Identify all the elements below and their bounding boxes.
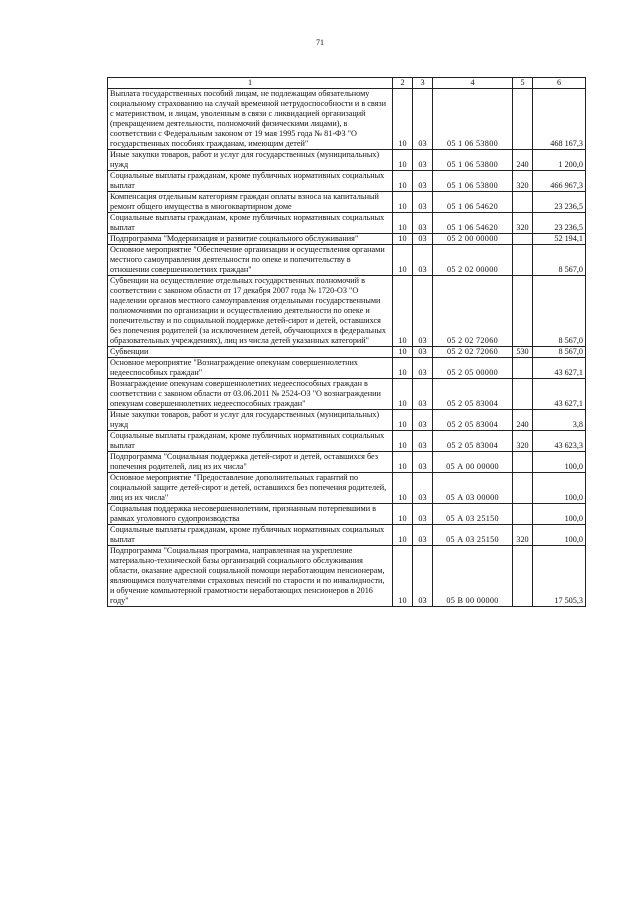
row-name: [108, 431, 393, 452]
row-amount-text: 468 167,3: [550, 139, 583, 148]
row-section-text: 10: [398, 160, 407, 169]
row-section-text: 10: [398, 234, 407, 243]
row-subsection-text: 03: [418, 368, 427, 377]
column-header: 1: [108, 78, 393, 89]
row-name-text: Иные закупки товаров, работ и услуг для государственных (муниципальных) нужд: [110, 410, 380, 429]
row-section-text: 10: [398, 368, 407, 377]
row-section-text: 10: [398, 223, 407, 232]
row-expense-type: [513, 431, 533, 452]
row-name-text: Подпрограмма "Социальная поддержка детей-сирот и детей, оставшихся без попечения родителей, лиц из их числа": [110, 452, 378, 471]
row-subsection: [413, 276, 433, 347]
row-amount-text: 466 967,3: [550, 181, 583, 190]
row-name: [108, 525, 393, 546]
row-subsection-text: 03: [418, 596, 427, 605]
row-subsection: [413, 245, 433, 276]
row-name: [108, 504, 393, 525]
row-section-text: 10: [398, 347, 407, 356]
row-section-text: 10: [398, 420, 407, 429]
row-name: [108, 245, 393, 276]
row-expense-type-text: 320: [516, 441, 529, 450]
row-expense-type: [513, 546, 533, 607]
row-section-text: 10: [398, 202, 407, 211]
table-header-row: [108, 78, 586, 89]
row-name: [108, 171, 393, 192]
row-section-text: 10: [398, 336, 407, 345]
row-name-text: Основное мероприятие "Обеспечение организации и осуществления органами местного самоуправления деятельности по опеке и попечительству в отношении совершеннолетних граждан": [110, 245, 385, 274]
row-section: [393, 473, 413, 504]
table-row: [108, 234, 586, 245]
row-program-code-text: 05 2 00 00000: [447, 234, 498, 243]
row-expense-type: [513, 473, 533, 504]
row-expense-type: [513, 245, 533, 276]
row-section-text: 10: [398, 493, 407, 502]
row-program-code: [433, 276, 513, 347]
row-subsection-text: 03: [418, 420, 427, 429]
row-expense-type-text: 320: [516, 535, 529, 544]
row-section: [393, 276, 413, 347]
row-amount: [533, 213, 586, 234]
row-expense-type-text: 530: [516, 347, 529, 356]
row-expense-type: [513, 525, 533, 546]
row-expense-type: [513, 234, 533, 245]
table-row: [108, 89, 586, 150]
table-row: [108, 546, 586, 607]
row-section: [393, 192, 413, 213]
row-program-code: [433, 431, 513, 452]
row-name: [108, 358, 393, 379]
row-program-code-text: 05 1 06 54620: [447, 202, 498, 211]
row-name-text: Выплата государственных пособий лицам, не подлежащим обязательному социальному страхованию на случай временной нетрудоспособности и в связи с материнством, и лицам, уволенным в связи с ликвидацией организаций (прекращением деятельности, полномочий физическими лицами), в соответствии с Федеральным законом от 19 мая 1995 года № 81-ФЗ "О государственных пособиях гражданам, имеющим детей": [110, 89, 387, 148]
row-name-text: Социальная поддержка несовершеннолетним, признанным потерпевшими в рамках уголовного судопроизводства: [110, 504, 376, 523]
table-row: [108, 192, 586, 213]
row-subsection-text: 03: [418, 347, 427, 356]
row-program-code: [433, 546, 513, 607]
row-amount: [533, 245, 586, 276]
row-amount: [533, 504, 586, 525]
table-row: [108, 525, 586, 546]
row-amount-text: 43 627,1: [554, 368, 583, 377]
row-amount-text: 100,0: [564, 462, 583, 471]
row-subsection-text: 03: [418, 441, 427, 450]
row-program-code: [433, 192, 513, 213]
row-section-text: 10: [398, 535, 407, 544]
row-expense-type: [513, 150, 533, 171]
table-row: [108, 347, 586, 358]
row-name-text: Субвенции: [110, 347, 149, 356]
row-subsection: [413, 89, 433, 150]
row-section: [393, 431, 413, 452]
row-amount: [533, 452, 586, 473]
table-row: [108, 452, 586, 473]
row-program-code: [433, 245, 513, 276]
row-amount-text: 43 623,3: [554, 441, 583, 450]
row-name: [108, 379, 393, 410]
row-program-code: [433, 347, 513, 358]
row-subsection-text: 03: [418, 462, 427, 471]
row-subsection: [413, 473, 433, 504]
row-subsection: [413, 234, 433, 245]
row-program-code: [433, 150, 513, 171]
row-subsection: [413, 150, 433, 171]
row-amount-text: 8 567,0: [558, 336, 583, 345]
table-row: [108, 473, 586, 504]
row-program-code-text: 05 1 06 53800: [447, 160, 498, 169]
table-row: [108, 171, 586, 192]
row-amount: [533, 379, 586, 410]
row-subsection-text: 03: [418, 181, 427, 190]
row-name: [108, 150, 393, 171]
budget-table: [107, 77, 586, 607]
row-expense-type-text: 320: [516, 223, 529, 232]
row-expense-type-text: 240: [516, 420, 529, 429]
row-expense-type: [513, 452, 533, 473]
column-header: 6: [533, 78, 586, 89]
row-program-code: [433, 379, 513, 410]
row-section-text: 10: [398, 441, 407, 450]
row-expense-type: [513, 379, 533, 410]
row-name: [108, 452, 393, 473]
column-header: 4: [433, 78, 513, 89]
row-amount: [533, 358, 586, 379]
row-amount-text: 100,0: [564, 535, 583, 544]
row-amount-text: 8 567,0: [558, 265, 583, 274]
row-amount: [533, 171, 586, 192]
row-subsection: [413, 192, 433, 213]
row-name-text: Субвенции на осуществление отдельных государственных полномочий в соответствии с законом области от 17 декабря 2007 года № 1720-ОЗ "О наделении органов местного самоуправления отдельными государственными полномочиями по организации и осуществлению деятельности по опеке и попечительству и по социальной поддержке детей-сирот и детей, оставшихся без попечения родителей (за исключением детей, обучающихся в федеральных образовательных учреждениях), лиц из числа детей указанных категорий": [110, 276, 386, 345]
row-amount: [533, 431, 586, 452]
row-program-code: [433, 452, 513, 473]
row-name-text: Компенсация отдельным категориям граждан оплаты взноса на капитальный ремонт общего имущества в многоквартирном доме: [110, 192, 379, 211]
row-program-code: [433, 473, 513, 504]
row-subsection: [413, 347, 433, 358]
row-section-text: 10: [398, 514, 407, 523]
row-section-text: 10: [398, 265, 407, 274]
row-subsection: [413, 379, 433, 410]
row-section: [393, 358, 413, 379]
row-program-code: [433, 504, 513, 525]
row-name: [108, 347, 393, 358]
row-name: [108, 410, 393, 431]
row-amount: [533, 473, 586, 504]
row-program-code: [433, 213, 513, 234]
row-section-text: 10: [398, 462, 407, 471]
row-expense-type: [513, 89, 533, 150]
row-amount: [533, 192, 586, 213]
row-section-text: 10: [398, 596, 407, 605]
row-amount-text: 17 505,3: [554, 596, 583, 605]
row-program-code: [433, 171, 513, 192]
row-name: [108, 89, 393, 150]
row-section: [393, 379, 413, 410]
row-program-code-text: 05 А 03 25150: [446, 535, 499, 544]
row-name: [108, 276, 393, 347]
row-program-code-text: 05 2 05 83004: [447, 420, 498, 429]
row-expense-type: [513, 192, 533, 213]
row-name: [108, 546, 393, 607]
row-program-code: [433, 89, 513, 150]
row-name-text: Подпрограмма "Модернизация и развитие социального обслуживания": [110, 234, 359, 243]
row-amount-text: 52 194,1: [554, 234, 583, 243]
row-name: [108, 213, 393, 234]
page-number: 71: [316, 38, 324, 47]
row-expense-type-text: 240: [516, 160, 529, 169]
row-name: [108, 473, 393, 504]
row-subsection: [413, 525, 433, 546]
row-section-text: 10: [398, 181, 407, 190]
row-subsection-text: 03: [418, 160, 427, 169]
row-amount-text: 3,8: [572, 420, 583, 429]
table-row: [108, 245, 586, 276]
row-name-text: Основное мероприятие "Предоставление дополнительных гарантий по социальной защите детей-сирот и детей, оставшихся без попечения родителей, лиц из их числа": [110, 473, 387, 502]
row-program-code-text: 05 А 03 25150: [446, 514, 499, 523]
table-row: [108, 358, 586, 379]
row-amount-text: 1 200,0: [558, 160, 583, 169]
row-expense-type: [513, 358, 533, 379]
row-amount: [533, 546, 586, 607]
row-expense-type-text: 320: [516, 181, 529, 190]
row-program-code: [433, 358, 513, 379]
row-subsection-text: 03: [418, 535, 427, 544]
row-subsection-text: 03: [418, 234, 427, 243]
row-amount-text: 8 567,0: [558, 347, 583, 356]
row-subsection: [413, 213, 433, 234]
row-section-text: 10: [398, 399, 407, 408]
row-program-code-text: 05 В 00 00000: [446, 596, 499, 605]
row-program-code-text: 05 1 06 53800: [447, 139, 498, 148]
row-name-text: Социальные выплаты гражданам, кроме публичных нормативных социальных выплат: [110, 213, 385, 232]
row-amount: [533, 410, 586, 431]
row-section: [393, 150, 413, 171]
row-subsection: [413, 504, 433, 525]
row-amount: [533, 234, 586, 245]
row-program-code: [433, 234, 513, 245]
row-name: [108, 234, 393, 245]
column-header: 5: [513, 78, 533, 89]
table-row: [108, 504, 586, 525]
row-expense-type: [513, 276, 533, 347]
row-name-text: Вознаграждение опекунам совершеннолетних недееспособных граждан в соответствии с законом области от 03.06.2011 № 2524-ОЗ "О вознаграждении опекунам совершеннолетних недееспособных граждан": [110, 379, 381, 408]
row-expense-type: [513, 410, 533, 431]
row-program-code-text: 05 2 02 00000: [447, 265, 498, 274]
row-section: [393, 213, 413, 234]
row-name-text: Социальные выплаты гражданам, кроме публичных нормативных социальных выплат: [110, 171, 385, 190]
row-subsection: [413, 410, 433, 431]
table-row: [108, 150, 586, 171]
row-subsection-text: 03: [418, 399, 427, 408]
row-name-text: Иные закупки товаров, работ и услуг для государственных (муниципальных) нужд: [110, 150, 380, 169]
table-row: [108, 213, 586, 234]
row-section: [393, 504, 413, 525]
row-program-code-text: 05 2 02 72060: [447, 336, 498, 345]
row-section: [393, 234, 413, 245]
row-subsection: [413, 431, 433, 452]
row-section: [393, 452, 413, 473]
row-subsection-text: 03: [418, 265, 427, 274]
table-row: [108, 276, 586, 347]
row-section-text: 10: [398, 139, 407, 148]
row-section: [393, 347, 413, 358]
row-section: [393, 89, 413, 150]
row-amount-text: 23 236,5: [554, 202, 583, 211]
row-subsection-text: 03: [418, 493, 427, 502]
table-row: [108, 379, 586, 410]
column-header: 3: [413, 78, 433, 89]
row-name-text: Подпрограмма "Социальная программа, направленная на укрепление материально-технической базы организаций социального обслуживания области, оказание адресной социальной помощи неработающим пенсионерам, являющимся получателями страховых пенсий по старости и по инвалидности, и обучение компьютерной грамотности неработающих пенсионеров в 2016 году": [110, 546, 385, 605]
row-amount-text: 43 627,1: [554, 399, 583, 408]
row-section: [393, 410, 413, 431]
row-name: [108, 192, 393, 213]
row-amount-text: 23 236,5: [554, 223, 583, 232]
row-program-code-text: 05 А 03 00000: [446, 493, 499, 502]
row-subsection-text: 03: [418, 202, 427, 211]
row-program-code-text: 05 2 05 83004: [447, 441, 498, 450]
row-subsection: [413, 358, 433, 379]
row-subsection: [413, 171, 433, 192]
row-program-code: [433, 525, 513, 546]
row-section: [393, 171, 413, 192]
row-expense-type: [513, 171, 533, 192]
table-row: [108, 410, 586, 431]
row-expense-type: [513, 347, 533, 358]
row-subsection: [413, 546, 433, 607]
row-subsection: [413, 452, 433, 473]
row-amount: [533, 347, 586, 358]
row-expense-type: [513, 504, 533, 525]
row-subsection-text: 03: [418, 223, 427, 232]
row-program-code-text: 05 А 00 00000: [446, 462, 499, 471]
row-amount: [533, 525, 586, 546]
row-amount-text: 100,0: [564, 493, 583, 502]
row-program-code-text: 05 1 06 54620: [447, 223, 498, 232]
row-program-code-text: 05 2 05 83004: [447, 399, 498, 408]
row-program-code-text: 05 2 05 00000: [447, 368, 498, 377]
row-name-text: Социальные выплаты гражданам, кроме публичных нормативных социальных выплат: [110, 525, 385, 544]
row-expense-type: [513, 213, 533, 234]
row-amount: [533, 150, 586, 171]
row-section: [393, 525, 413, 546]
row-amount-text: 100,0: [564, 514, 583, 523]
row-subsection-text: 03: [418, 336, 427, 345]
column-header: 2: [393, 78, 413, 89]
row-program-code: [433, 410, 513, 431]
row-amount: [533, 276, 586, 347]
row-amount: [533, 89, 586, 150]
row-subsection-text: 03: [418, 514, 427, 523]
row-program-code-text: 05 1 06 53800: [447, 181, 498, 190]
row-name-text: Основное мероприятие "Вознаграждение опекунам совершеннолетних недееспособных граждан": [110, 358, 358, 377]
row-section: [393, 245, 413, 276]
table-row: [108, 431, 586, 452]
row-subsection-text: 03: [418, 139, 427, 148]
row-section: [393, 546, 413, 607]
row-name-text: Социальные выплаты гражданам, кроме публичных нормативных социальных выплат: [110, 431, 385, 450]
row-program-code-text: 05 2 02 72060: [447, 347, 498, 356]
